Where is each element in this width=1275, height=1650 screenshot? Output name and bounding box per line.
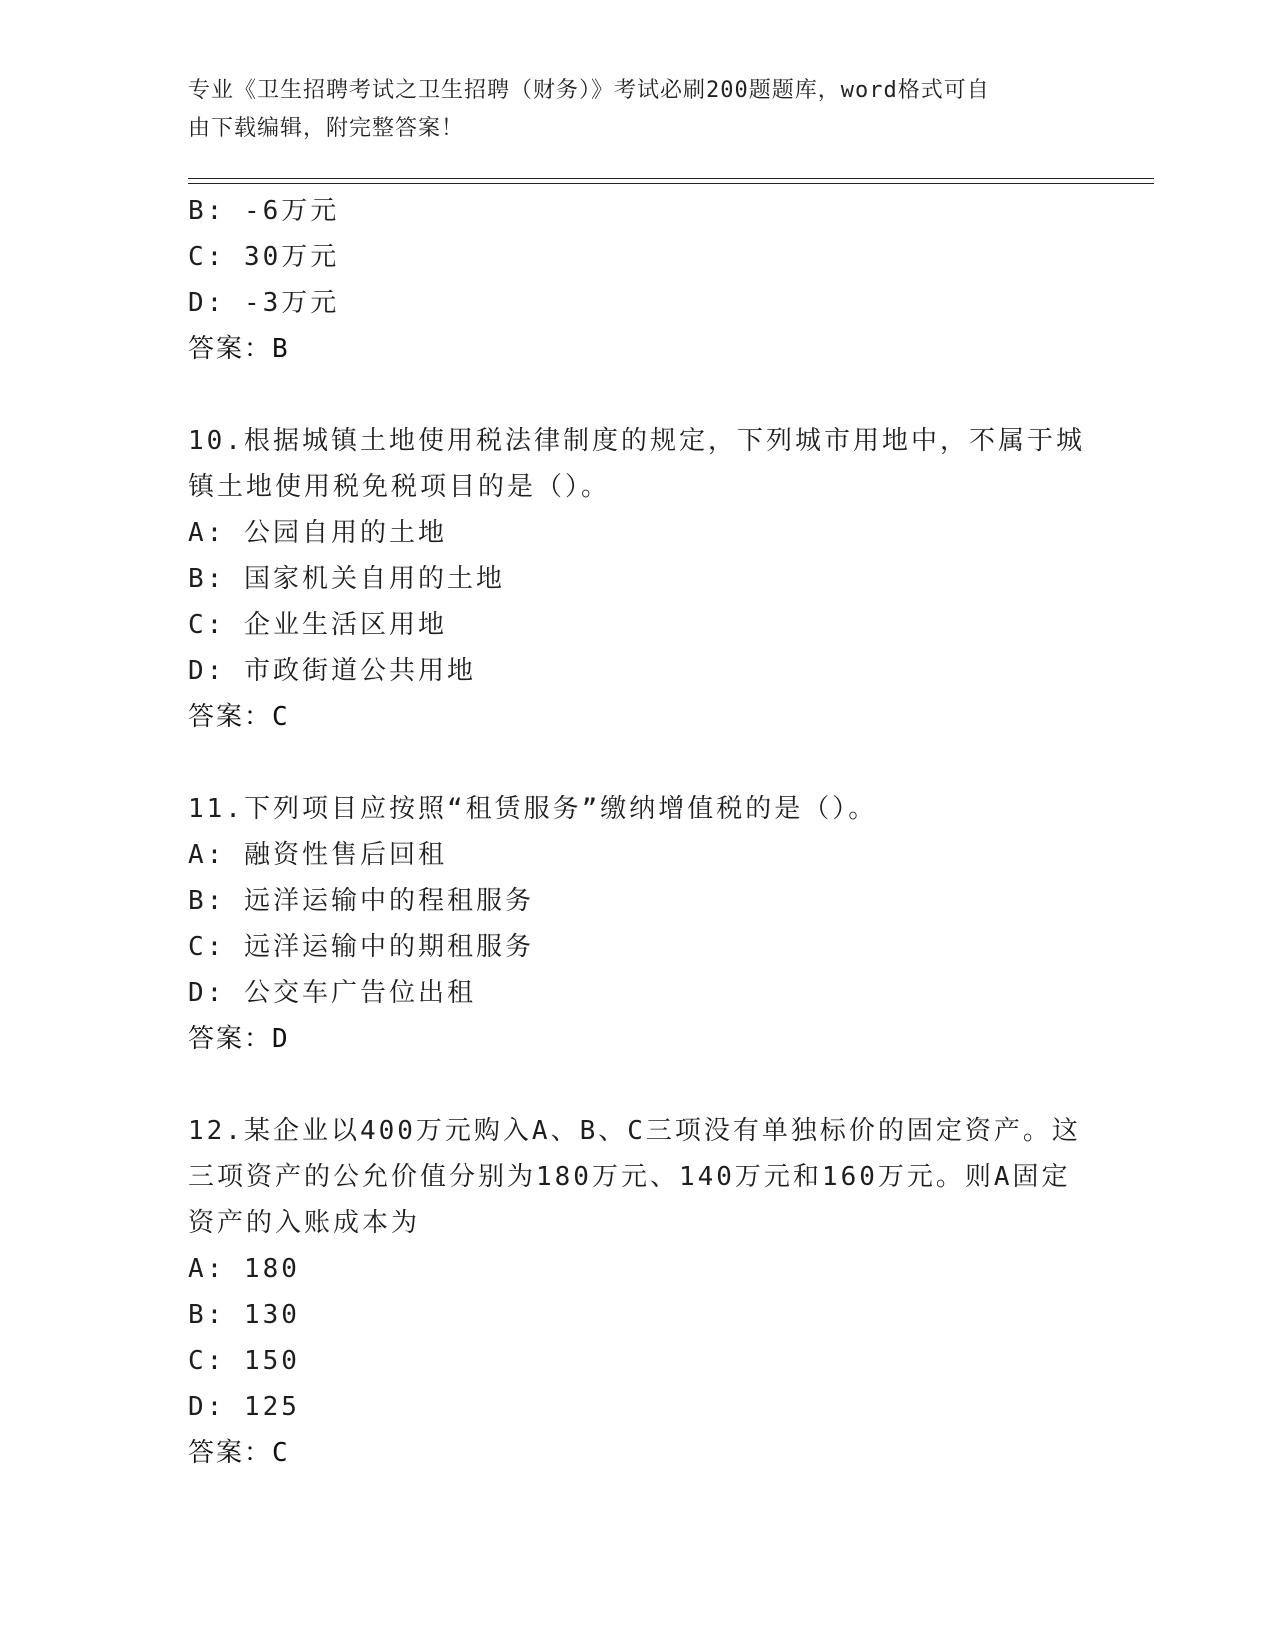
option-b: B: 远洋运输中的程租服务 [188,886,534,916]
option-c: C: 远洋运输中的期租服务 [188,932,534,962]
option-c: C: 企业生活区用地 [188,610,447,640]
answer-label: 答案： [188,702,273,732]
question-list [188,188,1088,1476]
option-d: D: 公交车广告位出租 [188,978,476,1008]
answer-line [188,694,1088,740]
question-11 [188,786,1088,1062]
header-divider-bottom [188,183,1154,184]
spacer [188,1062,1088,1108]
answer-value: C [272,702,290,732]
spacer [188,372,1088,418]
option-d: D: 125 [188,1392,300,1422]
question-stem-line-1: 12.某企业以400万元购入A、B、C三项没有单独标价的固定资产。这 [188,1116,1081,1146]
option-b: B: 国家机关自用的土地 [188,564,505,594]
question-stem-line-2: 镇土地使用税免税项目的是（）。 [188,472,611,502]
option-b: B: -6万元 [188,196,340,226]
option-d: D: 市政街道公共用地 [188,656,476,686]
question-10 [188,418,1088,740]
answer-line [188,1430,1088,1476]
option-c: C: 150 [188,1346,300,1376]
answer-line [188,326,1088,372]
option-a: A: 180 [188,1254,300,1284]
option-a: A: 融资性售后回租 [188,840,447,870]
question-9-tail [188,188,1088,372]
question-stem-line-1: 10.根据城镇土地使用税法律制度的规定，下列城市用地中，不属于城 [188,426,1085,456]
answer-value: D [272,1024,290,1054]
answer-label: 答案： [188,1024,273,1054]
answer-value: C [272,1438,290,1468]
question-12 [188,1108,1088,1476]
answer-label: 答案： [188,1438,273,1468]
spacer [188,740,1088,786]
document-header [188,72,1068,148]
answer-label: 答案： [188,334,273,364]
question-stem-line-2: 三项资产的公允价值分别为180万元、140万元和160万元。则A固定 [188,1162,1071,1192]
answer-value: B [272,334,290,364]
option-d: D: -3万元 [188,288,340,318]
option-a: A: 公园自用的土地 [188,518,447,548]
option-c: C: 30万元 [188,242,340,272]
header-line-2: 由下载编辑，附完整答案！ [188,116,465,141]
answer-line [188,1016,1088,1062]
header-divider-top [188,178,1154,179]
header-line-1: 专业《卫生招聘考试之卫生招聘（财务）》考试必刷200题题库，word格式可自 [188,78,990,103]
question-stem-line-1: 11.下列项目应按照“租赁服务”缴纳增值税的是（）。 [188,794,878,824]
question-stem-line-3: 资产的入账成本为 [188,1208,421,1238]
option-b: B: 130 [188,1300,300,1330]
